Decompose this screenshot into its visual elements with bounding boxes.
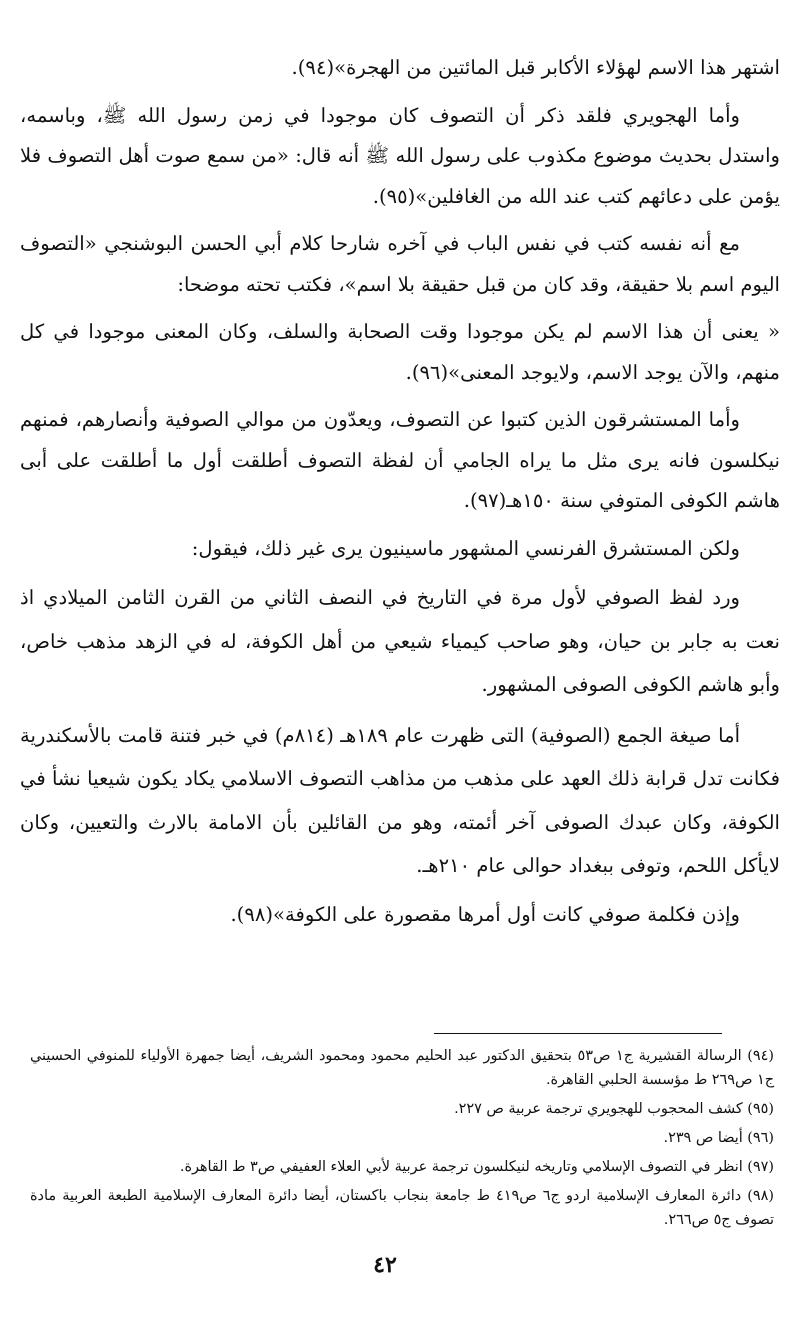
paragraph-7-quote: ورد لفظ الصوفي لأول مرة في التاريخ في النصف الثاني من القرن الثامن الميلادي اذ نعت به جابر بن حيان، وهو صاحب كيمياء شيعي من أهل الكوفة، له في الزهد مذهب خاص، وأبو هاشم الكوفى الصوفى المشهور. [20,586,780,696]
footnote-separator [434,1033,722,1034]
paragraph-9-quote: وإذن فكلمة صوفي كانت أول أمرها مقصورة على الكوفة»(٩٨). [230,902,740,926]
footnote-96: (٩٦) أيضا ص ٢٣٩. [663,1130,774,1146]
paragraph-5: وأما المستشرقون الذين كتبوا عن التصوف، ويعدّون من موالي الصوفية وأنصارهم، فمنهم نيكلسون فانه يرى مثل ما يراه الجامي أن لفظة التصوف أطلقت أول ما أطلقت على أبى هاشم الكوفى المتوفي سنة ١٥٠هـ(٩٧). [20,408,780,512]
body-text [20,48,780,942]
paragraph-3: مع أنه نفسه كتب في نفس الباب في آخره شارحا كلام أبي الحسن البوشنجي «التصوف اليوم اسم بلا حقيقة، وقد كان من قبل حقيقة بلا اسم»، فكتب تحته موضحا: [20,232,780,296]
footnotes [30,1044,774,1237]
paragraph-6: ولكن المستشرق الفرنسي المشهور ماسينيون يرى غير ذلك، فيقول: [191,536,740,560]
paragraph-4-quote: « يعنى أن هذا الاسم لم يكن موجودا وقت الصحابة والسلف، وكان المعنى موجودا في كل منهم، والآن يوجد الاسم، ولايوجد المعنى»(٩٦). [20,320,780,384]
page-number: ٤٢ [373,1252,397,1278]
footnote-97: (٩٧) انظر في التصوف الإسلامي وتاريخه لنيكلسون ترجمة عربية لأبي العلاء العفيفي ص٣ ط القاهرة. [179,1159,774,1175]
paragraph-1: اشتهر هذا الاسم لهؤلاء الأكابر قبل المائتين من الهجرة»(٩٤). [291,56,780,79]
footnote-94: (٩٤) الرسالة القشيرية ج١ ص٥٣ بتحقيق الدكتور عبد الحليم محمود ومحمود الشريف، أيضا جمهرة الأولياء للمنوفي الحسيني ج١ ص٢٦٩ ط مؤسسة الحلبي القاهرة. [30,1048,774,1088]
footnote-95: (٩٥) كشف المحجوب للهجويري ترجمة عربية ص ٢٢٧. [454,1101,774,1117]
footnote-98: (٩٨) دائرة المعارف الإسلامية اردو ج٦ ص٤١٩ ط جامعة بنجاب باكستان، أيضا دائرة المعارف الإسلامية الطبعة العربية مادة تصوف ج٥ ص٢٦٦. [30,1188,774,1228]
paragraph-8-quote: أما صيغة الجمع (الصوفية) التى ظهرت عام ١٨٩هـ (٨١٤م) في خبر فتنة قامت بالأسكندرية فكانت تدل قرابة ذلك العهد على مذهب من مذاهب التصوف الاسلامي يكاد يكون شيعيا نشأ في الكوفة، وكان عبدك الصوفى آخر أئمته، وهو من القائلين بأن الامامة بالارث والتعيين، وكان لايأكل اللحم، وتوفى ببغداد حوالى عام ٢١٠هـ. [20,723,780,877]
paragraph-2: وأما الهجويري فلقد ذكر أن التصوف كان موجودا في زمن رسول الله ﷺ، وباسمه، واستدل بحديث موضوع مكذوب على رسول الله ﷺ أنه قال: «من سمع صوت أهل التصوف فلا يؤمن على دعائهم كتب عند الله من الغافلين»(٩٥). [20,103,780,208]
